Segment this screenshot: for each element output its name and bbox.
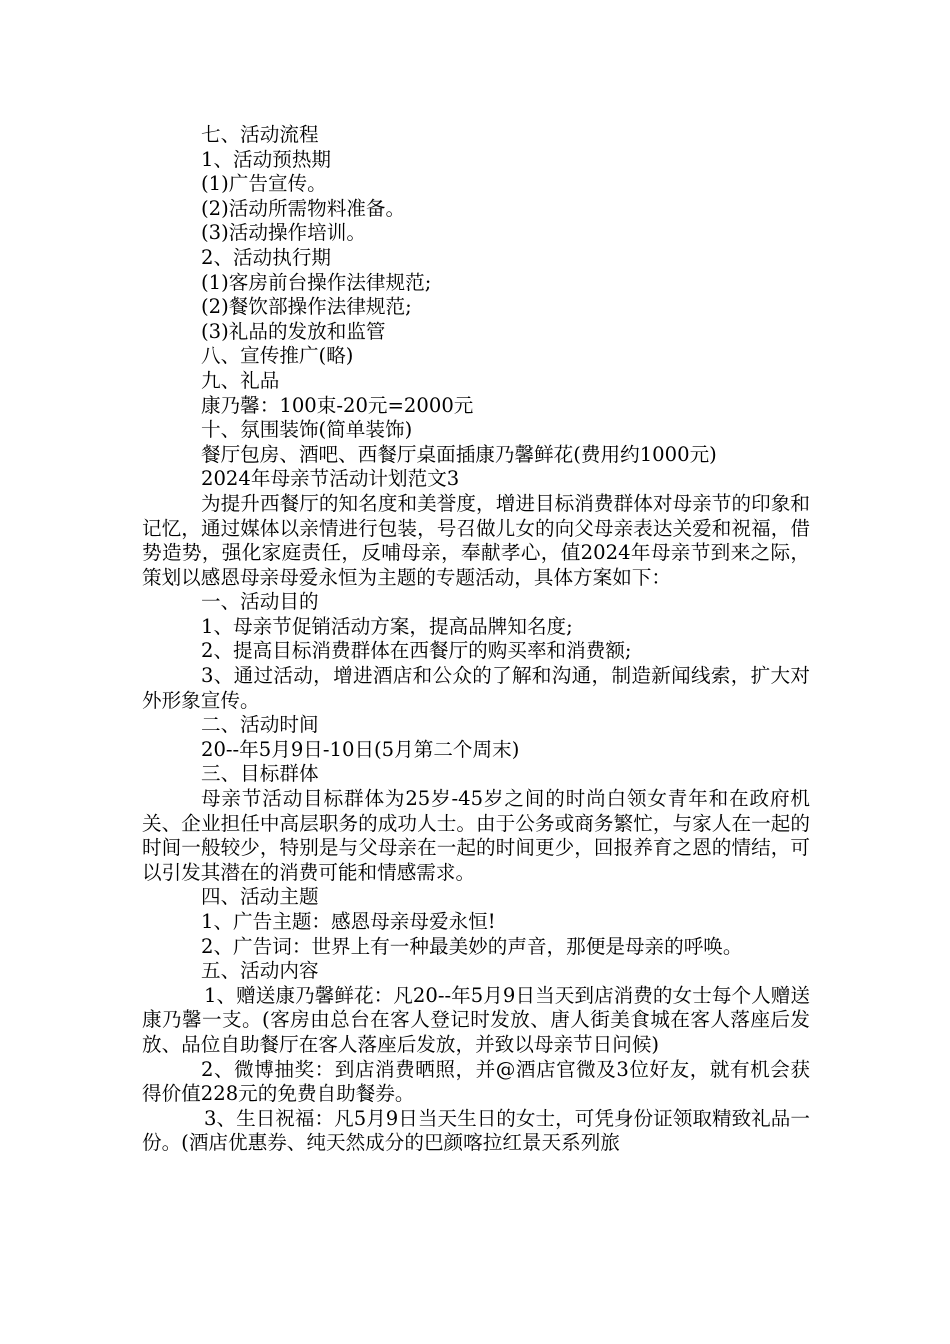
text-line: 2、广告词：世界上有一种最美妙的声音，那便是母亲的呼唤。 xyxy=(201,934,743,958)
text-line: (1)客房前台操作法律规范; xyxy=(201,270,432,294)
section-heading-3: 三、目标群体 xyxy=(201,762,319,786)
content-paragraph-1 xyxy=(142,984,810,1058)
document-subtitle: 2024年母亲节活动计划范文3 xyxy=(201,467,460,491)
content1-text: 1、赠送康乃馨鲜花：凡20--年5月9日当天到店消费的女士每个人赠送康乃馨一支。(客房由总台在客人登记时发放、唐人街美食城在客人落座后发放、品位自助餐厅在客人落座后发放，并致以母亲节日问候) xyxy=(142,983,810,1056)
text-line: (3)活动操作培训。 xyxy=(201,221,366,245)
section-heading-10: 十、氛围装饰(简单装饰) xyxy=(201,418,413,442)
content3-text: 3、生日祝福：凡5月9日当天生日的女士，可凭身份证领取精致礼品一份。(酒店优惠券、纯天然成分的巴颜喀拉红景天系列旅 xyxy=(142,1106,810,1155)
goal-paragraph xyxy=(142,664,810,713)
text-line: (3)礼品的发放和监管 xyxy=(201,319,386,343)
text-line: 餐厅包房、酒吧、西餐厅桌面插康乃馨鲜花(费用约1000元) xyxy=(201,442,717,466)
text-line: 1、母亲节促销活动方案，提高品牌知名度; xyxy=(201,614,573,638)
text-line: 1、活动预热期 xyxy=(201,147,332,171)
text-line: 2、提高目标消费群体在西餐厅的购买率和消费额; xyxy=(201,639,632,663)
section-heading-2: 二、活动时间 xyxy=(201,713,319,737)
goal3-text: 3、通过活动，增进酒店和公众的了解和沟通，制造新闻线索，扩大对外形象宣传。 xyxy=(142,664,810,712)
text-line: 1、广告主题：感恩母亲母爱永恒! xyxy=(201,910,496,933)
target-text: 母亲节活动目标群体为25岁-45岁之间的时尚白领女青年和在政府机关、企业担任中高层职务的成功人士。由于公务或商务繁忙，与家人在一起的时间一般较少，特别是与父母亲在一起的时间更少，回报养育之恩的情结，可以引发其潜在的消费可能和情感需求。 xyxy=(142,787,810,884)
intro-paragraph xyxy=(142,492,810,590)
text-line: (1)广告宣传。 xyxy=(201,172,327,196)
section-heading-7: 七、活动流程 xyxy=(201,123,319,146)
target-paragraph xyxy=(142,787,810,885)
document-body xyxy=(142,123,810,1156)
intro-text: 为提升西餐厅的知名度和美誉度，增进目标消费群体对母亲节的印象和记忆，通过媒体以亲情进行包装，号召做儿女的向父母亲表达关爱和祝福，借势造势，强化家庭责任，反哺母亲，奉献孝心，值2024年母亲节到来之际，策划以感恩母亲母爱永恒为主题的专题活动，具体方案如下： xyxy=(142,491,810,589)
text-line: 康乃馨：100束-20元=2000元 xyxy=(201,393,474,417)
section-heading-5: 五、活动内容 xyxy=(201,959,319,983)
section-heading-9: 九、礼品 xyxy=(201,368,280,392)
section-heading-1: 一、活动目的 xyxy=(201,590,319,614)
text-line: 20--年5月9日-10日(5月第二个周末) xyxy=(201,737,520,761)
content-paragraph-2 xyxy=(142,1058,810,1107)
content-paragraph-3 xyxy=(142,1107,810,1156)
section-heading-8: 八、宣传推广(略) xyxy=(201,344,354,368)
text-line: (2)活动所需物料准备。 xyxy=(201,196,406,220)
section-heading-4: 四、活动主题 xyxy=(201,885,319,909)
text-line: (2)餐饮部操作法律规范; xyxy=(201,295,412,319)
content2-text: 2、微博抽奖：到店消费晒照，并@酒店官微及3位好友，就有机会获得价值228元的免费自助餐券。 xyxy=(142,1057,810,1106)
text-line: 2、活动执行期 xyxy=(201,245,332,269)
